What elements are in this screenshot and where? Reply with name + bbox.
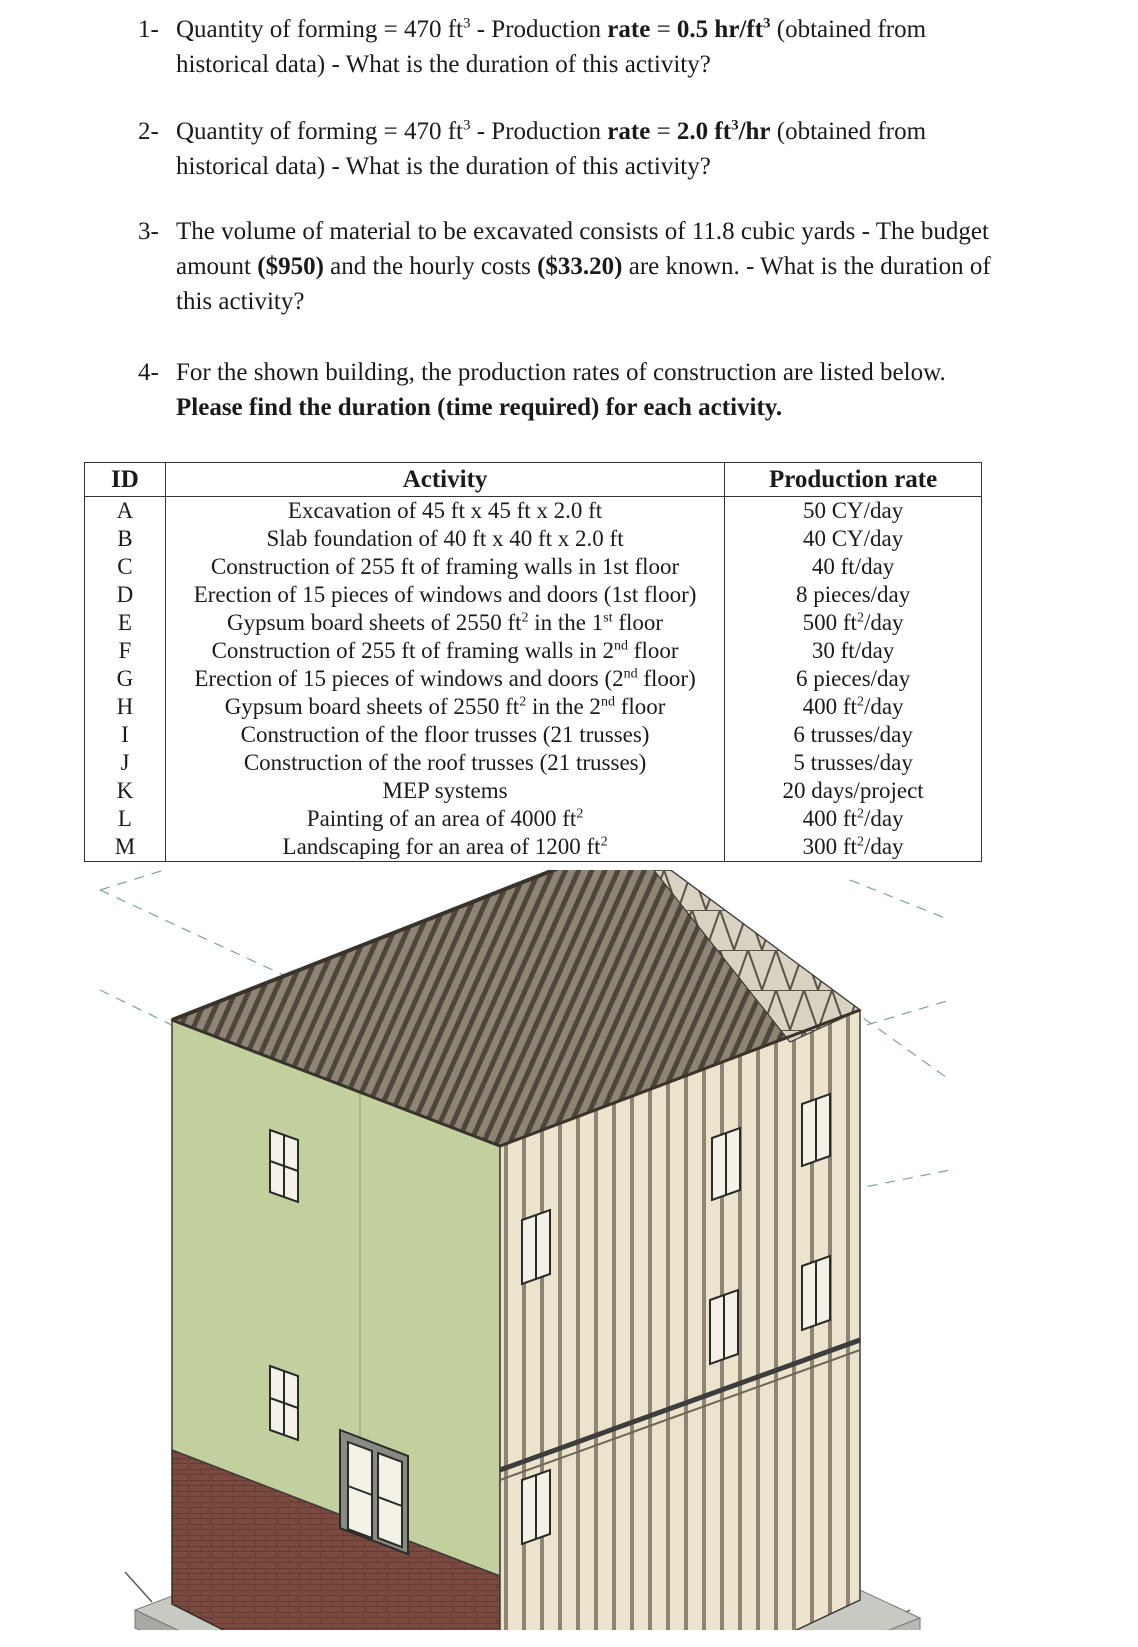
question-4: [138, 355, 1018, 425]
activity-id: L: [85, 805, 166, 833]
activity-description: [165, 777, 724, 805]
text-segment: Construction of the roof trusses (21 trusses): [243, 750, 647, 775]
question-text: [176, 355, 1018, 425]
table-row: [85, 833, 982, 862]
superscript: 2: [856, 834, 864, 850]
text-segment: /day: [863, 806, 904, 831]
production-rate: [725, 721, 982, 749]
text-segment: 30 ft/day: [811, 638, 895, 663]
text-segment: (obtained from historical data) - What is the duration of this activity?: [176, 118, 927, 180]
text-segment: Quantity of forming = 470 ft: [176, 118, 463, 145]
table-row: [85, 497, 982, 526]
activity-id: K: [85, 777, 166, 805]
table-row: [85, 665, 982, 693]
production-rate: [725, 805, 982, 833]
text-segment: floor: [612, 610, 664, 635]
text-segment: in the 2: [526, 694, 601, 719]
question-text: [176, 114, 1018, 184]
text-segment: 6 pieces/day: [795, 666, 911, 691]
activity-table: [84, 462, 982, 862]
activity-description: [165, 581, 724, 609]
table-row: [85, 721, 982, 749]
activity-description: [165, 693, 724, 721]
table-row: [85, 693, 982, 721]
activity-id: A: [85, 497, 166, 526]
activity-description: [165, 497, 724, 526]
superscript: st: [603, 610, 613, 626]
window-icon: [802, 1094, 830, 1166]
production-rate: [725, 749, 982, 777]
production-rate: [725, 553, 982, 581]
production-rate: [725, 777, 982, 805]
text-segment: rate: [607, 16, 651, 43]
activity-id: E: [85, 609, 166, 637]
question-number: 2-: [138, 118, 159, 145]
table-row: [85, 805, 982, 833]
text-segment: floor: [628, 638, 679, 663]
text-segment: 40 CY/day: [802, 526, 904, 551]
text-segment: ($33.20): [537, 253, 623, 280]
text-segment: 0.5 hr/ft: [676, 16, 764, 43]
text-segment: 40 ft/day: [811, 554, 895, 579]
text-segment: 400 ft: [802, 806, 857, 831]
superscript: 3: [462, 117, 471, 134]
production-rate: [725, 497, 982, 526]
text-segment: 500 ft: [802, 610, 857, 635]
production-rate: [725, 833, 982, 862]
superscript: 2: [856, 806, 864, 822]
table-row: [85, 581, 982, 609]
text-segment: in the 1: [528, 610, 604, 635]
question-3: [138, 214, 1018, 319]
question-number: 3-: [138, 218, 159, 245]
text-segment: Gypsum board sheets of 2550 ft: [224, 694, 520, 719]
activity-id: B: [85, 525, 166, 553]
text-segment: - Production: [470, 118, 608, 145]
table-row: [85, 637, 982, 665]
text-segment: and the hourly costs: [323, 253, 538, 280]
text-segment: =: [650, 16, 677, 43]
text-segment: /day: [863, 834, 904, 859]
text-segment: Construction of 255 ft of framing walls in 2: [211, 638, 615, 663]
table-row: [85, 749, 982, 777]
text-segment: 2.0 ft: [676, 118, 732, 145]
activity-id: D: [85, 581, 166, 609]
text-segment: 20 days/project: [782, 778, 924, 803]
text-segment: /hr: [738, 118, 771, 145]
text-segment: - Production: [470, 16, 608, 43]
activity-id: G: [85, 665, 166, 693]
superscript: 3: [731, 117, 739, 134]
superscript: 2: [856, 610, 864, 626]
table-row: [85, 553, 982, 581]
table-row: [85, 609, 982, 637]
superscript: 2: [521, 610, 529, 626]
header-activity: Activity: [165, 463, 724, 497]
question-text: [176, 214, 1018, 319]
text-segment: Please find the duration (time required) for each activity.: [176, 394, 783, 421]
window-icon: [270, 1130, 298, 1202]
window-icon: [712, 1128, 740, 1200]
text-segment: Erection of 15 pieces of windows and doors (2: [194, 666, 624, 691]
superscript: 2: [856, 694, 864, 710]
text-segment: The volume of material to be excavated consists of 11.8 cubic yards - The budget amount: [176, 218, 989, 280]
superscript: 3: [763, 15, 771, 32]
text-segment: Construction of 255 ft of framing walls in 1st floor: [210, 554, 680, 579]
text-segment: 50 CY/day: [802, 498, 904, 523]
text-segment: 300 ft: [802, 834, 857, 859]
production-rate: [725, 525, 982, 553]
window-icon: [522, 1470, 550, 1544]
activity-id: F: [85, 637, 166, 665]
text-segment: are known. - What is the duration of this activity?: [176, 253, 991, 315]
activity-id: M: [85, 833, 166, 862]
table-row: [85, 525, 982, 553]
superscript: 2: [576, 806, 584, 822]
production-rate: [725, 637, 982, 665]
activity-description: [165, 749, 724, 777]
activity-id: C: [85, 553, 166, 581]
activity-description: [165, 665, 724, 693]
activity-description: [165, 805, 724, 833]
activity-description: [165, 525, 724, 553]
text-segment: rate: [607, 118, 651, 145]
text-segment: MEP systems: [382, 778, 508, 803]
text-segment: 5 trusses/day: [793, 750, 913, 775]
text-segment: =: [650, 118, 677, 145]
text-segment: Slab foundation of 40 ft x 40 ft x 2.0 ft: [266, 526, 624, 551]
activity-description: [165, 833, 724, 862]
window-icon: [522, 1210, 550, 1284]
text-segment: Quantity of forming = 470 ft: [176, 16, 463, 43]
activity-id: J: [85, 749, 166, 777]
text-segment: floor: [614, 694, 666, 719]
text-segment: /day: [863, 610, 904, 635]
text-segment: For the shown building, the production rates of construction are listed below.: [176, 359, 946, 386]
question-2: [138, 114, 1018, 184]
production-rate: [725, 693, 982, 721]
text-segment: 8 pieces/day: [795, 582, 911, 607]
text-segment: Painting of an area of 4000 ft: [306, 806, 577, 831]
activity-id: I: [85, 721, 166, 749]
text-segment: Excavation of 45 ft x 45 ft x 2.0 ft: [287, 498, 603, 523]
activity-description: [165, 609, 724, 637]
superscript: nd: [600, 694, 615, 710]
header-production-rate: Production rate: [725, 463, 982, 497]
window-icon: [802, 1256, 830, 1330]
superscript: nd: [614, 638, 629, 654]
superscript: nd: [623, 666, 638, 682]
text-segment: (obtained from historical data) - What is the duration of this activity?: [176, 16, 927, 78]
activity-id: H: [85, 693, 166, 721]
question-number: 4-: [138, 359, 159, 386]
superscript: 2: [519, 694, 527, 710]
text-segment: /day: [863, 694, 904, 719]
superscript: 2: [600, 834, 608, 850]
superscript: 3: [462, 15, 471, 32]
activity-description: [165, 721, 724, 749]
activity-description: [165, 637, 724, 665]
text-segment: Landscaping for an area of 1200 ft: [282, 834, 601, 859]
activity-description: [165, 553, 724, 581]
production-rate: [725, 581, 982, 609]
table-row: [85, 777, 982, 805]
header-id: ID: [85, 463, 166, 497]
question-text: [176, 12, 1018, 82]
text-segment: 400 ft: [802, 694, 857, 719]
text-segment: floor): [637, 666, 696, 691]
question-1: [138, 12, 1018, 82]
window-icon: [710, 1290, 738, 1364]
text-segment: Construction of the floor trusses (21 trusses): [240, 722, 650, 747]
text-segment: 6 trusses/day: [793, 722, 913, 747]
text-segment: Gypsum board sheets of 2550 ft: [227, 610, 522, 635]
window-icon: [270, 1366, 298, 1440]
production-rate: [725, 609, 982, 637]
table-header-row: [85, 463, 982, 497]
question-number: 1-: [138, 16, 159, 43]
text-segment: ($950): [257, 253, 324, 280]
production-rate: [725, 665, 982, 693]
building-framing-illustration: [90, 870, 1050, 1630]
text-segment: Erection of 15 pieces of windows and doors (1st floor): [193, 582, 697, 607]
